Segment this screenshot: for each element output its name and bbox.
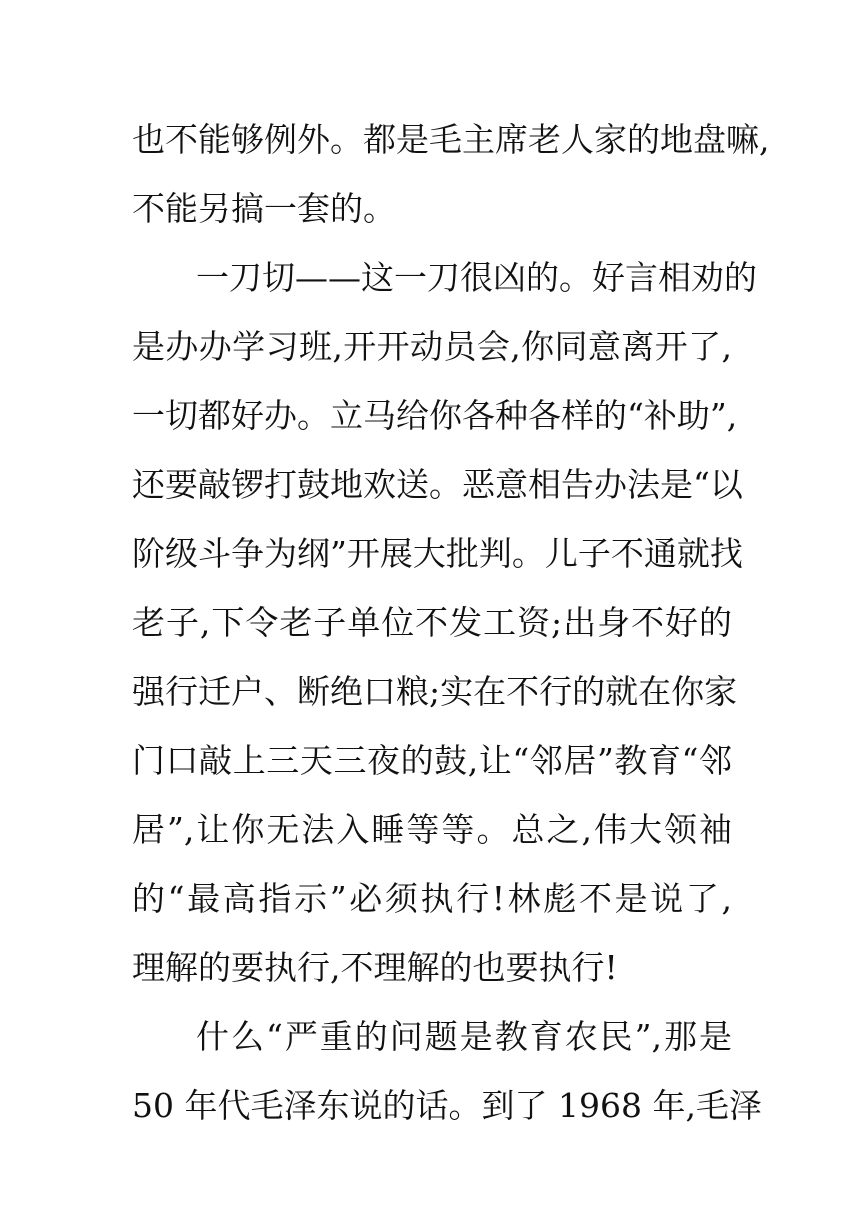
text-line-15: 50 年代毛泽东说的话。到了 1968 年,毛泽: [132, 1086, 762, 1125]
text-line-14: 什么“严重的问题是教育农民”,那是: [196, 1017, 732, 1056]
text-line-5: 一切都好办。立马给你各种各样的“补助”,: [132, 396, 738, 435]
text-line-12: 的“最高指示”必须执行!林彪不是说了,: [132, 879, 732, 918]
text-line-2: 不能另搞一套的。: [132, 189, 396, 228]
text-line-1: 也不能够例外。都是毛主席老人家的地盘嘛,: [132, 120, 770, 159]
text-line-6: 还要敲锣打鼓地欢送。恶意相告办法是“以: [132, 465, 743, 504]
text-line-8: 老子,下令老子单位不发工资;出身不好的: [132, 603, 732, 642]
text-line-4: 是办办学习班,开开动员会,你同意离开了,: [132, 327, 732, 366]
text-line-3: 一刀切——这一刀很凶的。好言相劝的: [196, 258, 757, 297]
text-line-10: 门口敲上三天三夜的鼓,让“邻居”教育“邻: [132, 741, 732, 780]
text-line-13: 理解的要执行,不理解的也要执行!: [132, 948, 618, 987]
text-line-7: 阶级斗争为纲”开展大批判。儿子不通就找: [132, 534, 743, 573]
text-line-11: 居”,让你无法入睡等等。总之,伟大领袖: [132, 810, 732, 849]
text-line-9: 强行迁户、断绝口粮;实在不行的就在你家: [132, 672, 738, 711]
